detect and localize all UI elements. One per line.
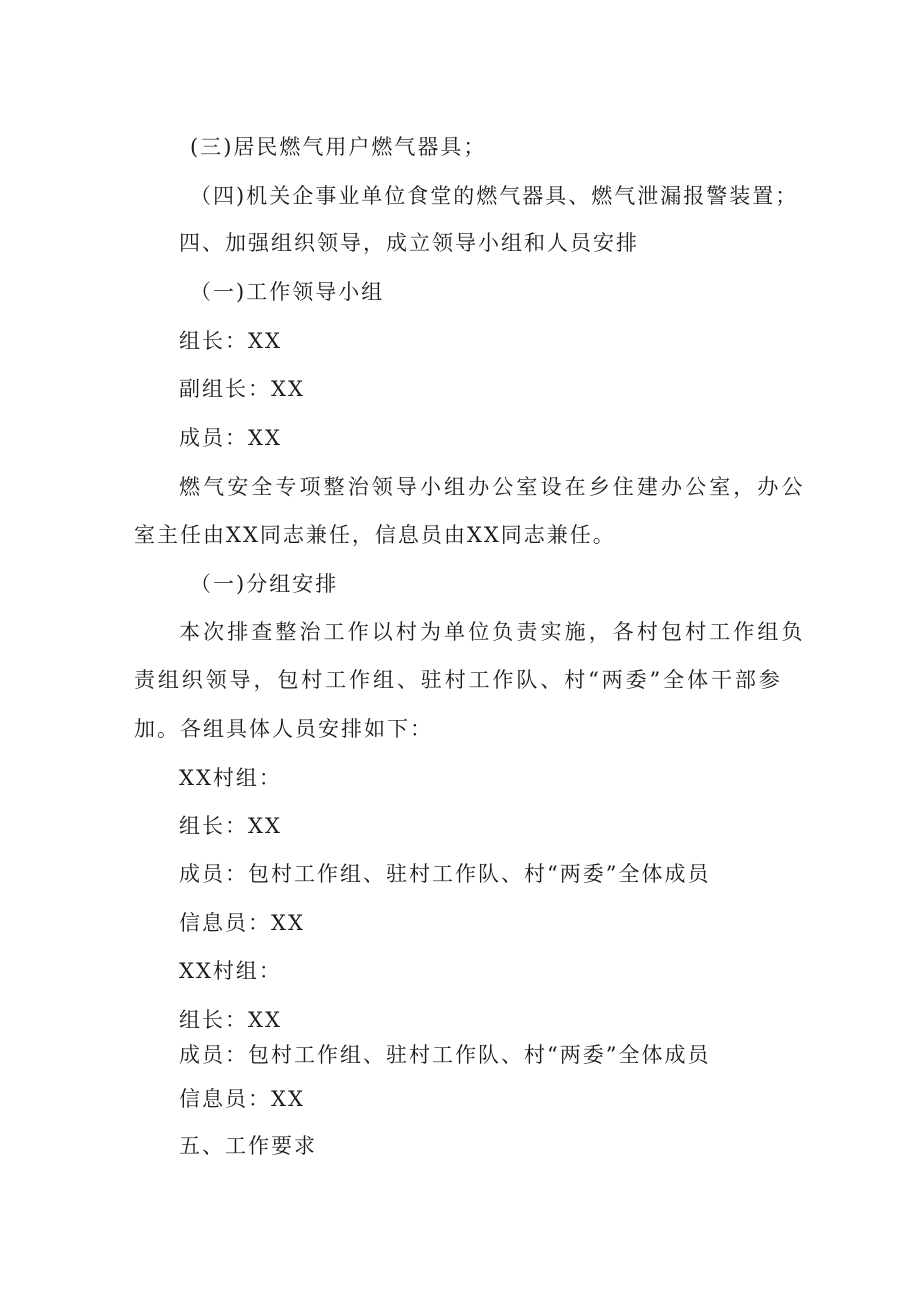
members-line: 成员：XX (179, 426, 282, 450)
group2-name: XX村组： (179, 959, 282, 983)
office-paragraph-line-1: 燃气安全专项整治领导小组办公室设在乡住建办公室，办公 (179, 475, 806, 499)
group2-info-officer: 信息员：XX (179, 1087, 305, 1111)
implementation-paragraph-line-2: 责组织领导，包村工作组、驻村工作队、村“两委”全体干部参 (134, 668, 783, 692)
section-five-heading: 五、工作要求 (179, 1134, 317, 1158)
subsection-leadership-group-heading: （一)工作领导小组 (190, 280, 385, 304)
group2-leader: 组长：XX (179, 1008, 282, 1032)
group2-members: 成员：包村工作组、驻村工作队、村“两委”全体成员 (179, 1043, 711, 1067)
group1-members: 成员：包村工作组、驻村工作队、村“两委”全体成员 (179, 862, 711, 886)
deputy-leader-line: 副组长：XX (179, 377, 305, 401)
subsection-group-arrangement-heading: （一)分组安排 (190, 572, 339, 596)
group1-leader: 组长：XX (179, 814, 282, 838)
section-four-heading: 四、加强组织领导，成立领导小组和人员安排 (179, 231, 639, 255)
implementation-paragraph-line-1: 本次排查整治工作以村为单位负责实施，各村包村工作组负 (179, 620, 806, 644)
item-canteen-gas-appliances: （四)机关企事业单位食堂的燃气器具、燃气泄漏报警装置； (190, 184, 799, 208)
item-residential-gas-appliances: (三)居民燃气用户燃气器具； (190, 135, 487, 159)
implementation-paragraph-line-3: 加。各组具体人员安排如下： (134, 717, 433, 741)
group1-info-officer: 信息员：XX (179, 911, 305, 935)
group1-name: XX村组： (179, 766, 282, 790)
office-paragraph-line-2: 室主任由XX同志兼任，信息员由XX同志兼任。 (134, 523, 616, 547)
leader-line: 组长：XX (179, 329, 282, 353)
